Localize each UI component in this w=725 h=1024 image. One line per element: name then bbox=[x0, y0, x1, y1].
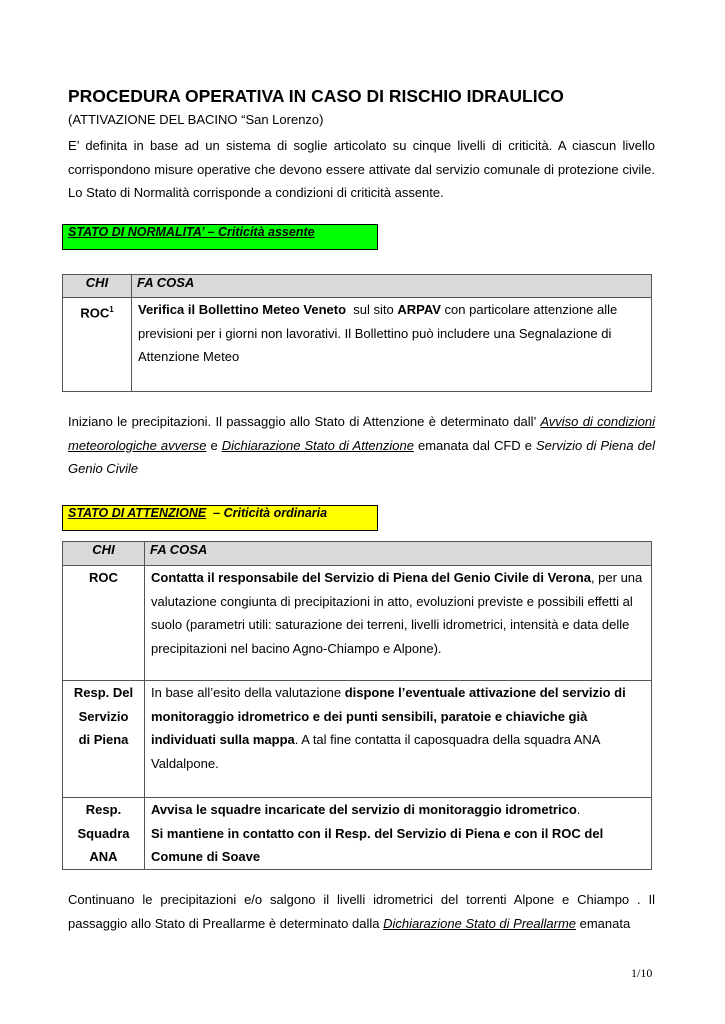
text: sul sito bbox=[346, 302, 398, 317]
page-title: PROCEDURA OPERATIVA IN CASO DI RISCHIO IDRAULICO bbox=[68, 86, 564, 106]
text: con particolare attenzione alle previsioni per i giorni non lavorativi. Il Bollettino può includere una Segnalazione di Attenzione Meteo bbox=[138, 302, 618, 364]
text: . A tal fine contatta il caposquadra della squadra ANA Valdalpone. bbox=[151, 732, 600, 771]
chi-cell bbox=[63, 298, 132, 392]
intro-paragraph: E’ definita in base ad un sistema di soglie articolato su cinque livelli di criticità. A ciascun livello corrispondono misure operative che devono essere attivate dal servizio comunale di protezione civile. Lo Stato di Normalità corrisponde a condizioni di criticità assente. bbox=[68, 138, 655, 200]
text: . bbox=[576, 802, 581, 817]
chi-line: Squadra bbox=[77, 825, 130, 841]
chi-roc: ROC bbox=[80, 305, 110, 321]
text: emanata dal CFD e bbox=[413, 437, 536, 453]
text: , per una valutazione congiunta di precipitazioni in atto, evoluzioni previste e possibili effetti al suolo (parametri utili: saturazione dei terreni, livelli idrometrici, intensità e data delle precipitazioni nel bacino Agno-Chiampo e Alpone). bbox=[151, 570, 643, 656]
text: Iniziano le precipitazioni. Il passaggio allo Stato di Attenzione è determinato dall’ bbox=[68, 414, 541, 429]
transition-paragraph-2 bbox=[68, 888, 655, 935]
normalita-table bbox=[62, 274, 652, 392]
chi-line: ANA bbox=[89, 849, 118, 864]
subtitle: (ATTIVAZIONE DEL BACINO “San Lorenzo) bbox=[68, 112, 324, 127]
text: e bbox=[206, 437, 222, 453]
table-row bbox=[63, 681, 652, 798]
facosa-cell bbox=[145, 681, 652, 798]
page-number: 1/10 bbox=[631, 966, 653, 980]
bold-text: Verifica il Bollettino Meteo Veneto bbox=[138, 302, 347, 317]
italic-text: Servizio di Piena del Genio Civile bbox=[68, 437, 655, 476]
table-row bbox=[63, 798, 652, 870]
chi-line: Servizio bbox=[78, 708, 129, 724]
bold-text: Avvisa le squadre incaricate del servizio di monitoraggio idrometrico bbox=[151, 802, 577, 817]
col-facosa-header: FA COSA bbox=[132, 275, 652, 298]
bold-text: Si mantiene in contatto con il Resp. del Servizio di Piena e con il ROC del Comune di Soave bbox=[151, 825, 604, 864]
facosa-cell bbox=[132, 298, 652, 392]
link-avviso[interactable]: Avviso di condizioni meteorologiche avverse bbox=[68, 414, 655, 453]
chi-line: di Piena bbox=[78, 732, 129, 747]
banner-text: – Criticità ordinaria bbox=[206, 506, 328, 520]
chi-cell bbox=[63, 681, 145, 798]
table-row bbox=[63, 566, 652, 681]
normalita-banner: STATO DI NORMALITA’ – Criticità assente bbox=[62, 224, 378, 250]
link-dichiarazione-preallarme[interactable]: Dichiarazione Stato di Preallarme bbox=[383, 915, 577, 931]
banner-text: STATO DI ATTENZIONE bbox=[68, 506, 207, 520]
facosa-cell bbox=[145, 798, 652, 870]
chi-line: Resp. bbox=[85, 802, 122, 817]
attenzione-table bbox=[62, 541, 652, 870]
bold-text: Contatta il responsabile del Servizio di Piena del Genio Civile di Verona bbox=[151, 570, 591, 585]
col-chi-header: CHI bbox=[63, 275, 132, 298]
col-chi-header: CHI bbox=[63, 542, 145, 566]
text: emanata bbox=[576, 915, 631, 931]
chi-cell bbox=[63, 798, 145, 870]
chi-cell: ROC bbox=[63, 566, 145, 681]
link-dichiarazione-attenzione[interactable]: Dichiarazione Stato di Attenzione bbox=[221, 437, 414, 453]
bold-text: dispone l’eventuale attivazione del servizio di monitoraggio idrometrico e dei punti sensibili, paratoie e chiaviche già individuati sulla mappa bbox=[151, 685, 626, 747]
table-row bbox=[63, 298, 652, 392]
footnote-ref: 1 bbox=[109, 305, 114, 314]
bold-text: ARPAV bbox=[397, 302, 441, 317]
chi-line: Resp. Del bbox=[73, 685, 134, 700]
text: In base all’esito della valutazione bbox=[151, 685, 345, 700]
attenzione-banner bbox=[62, 505, 378, 531]
col-facosa-header: FA COSA bbox=[145, 542, 652, 566]
transition-paragraph-1 bbox=[68, 410, 655, 481]
facosa-cell bbox=[145, 566, 652, 681]
text: Continuano le precipitazioni e/o salgono il livelli idrometrici del torrenti Alpone e Chiampo . Il passaggio allo Stato di Preallarme è determinato dalla bbox=[68, 892, 655, 931]
